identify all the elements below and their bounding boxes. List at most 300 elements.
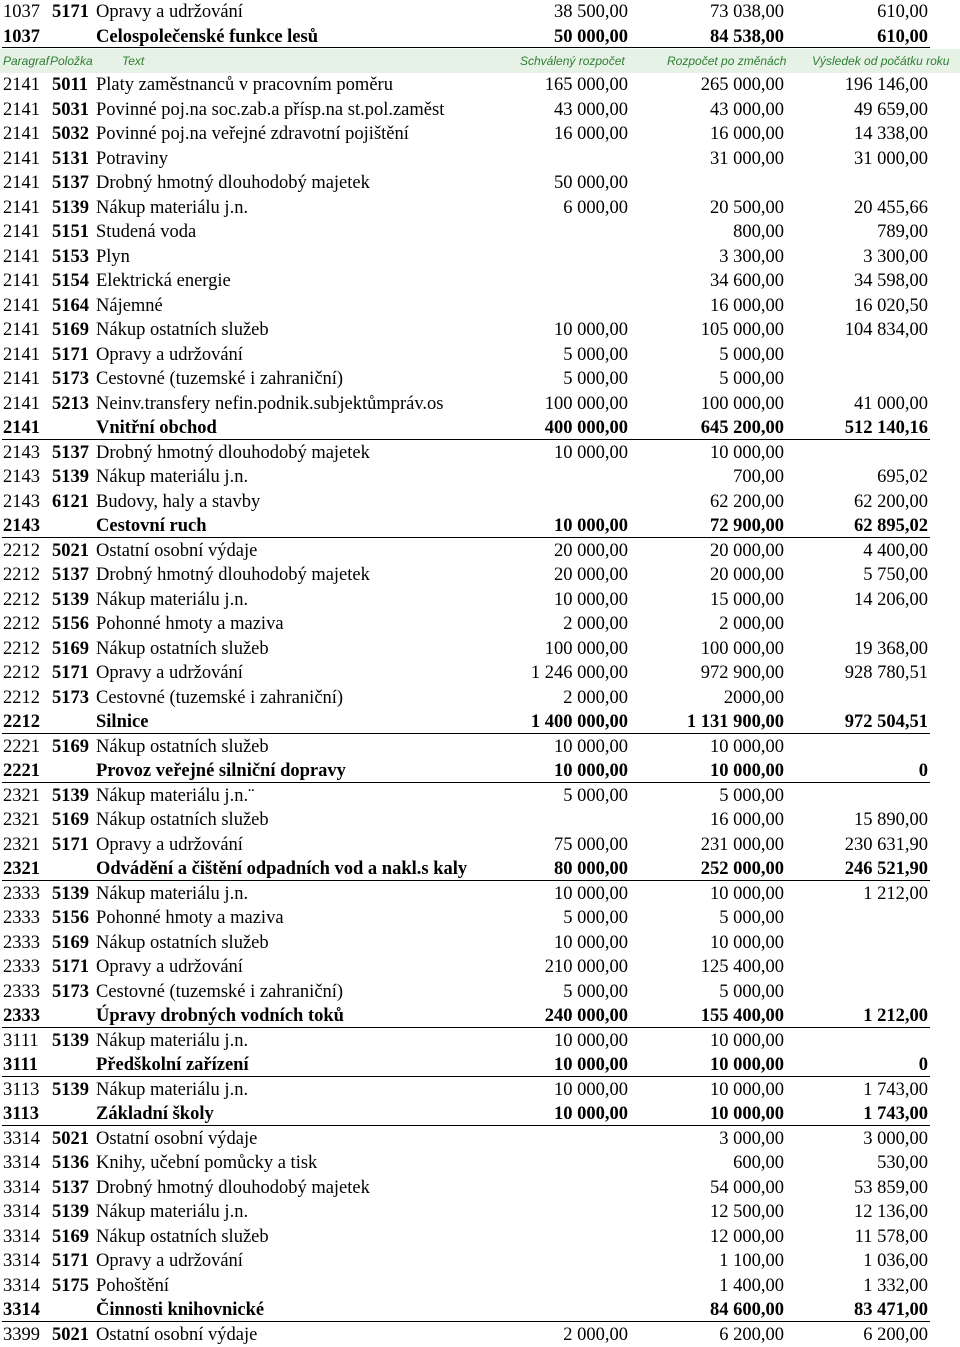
paragraf-cell: 2141 (3, 122, 40, 147)
po-zmenach-cell: 600,00 (733, 1151, 784, 1176)
table-row (0, 367, 960, 392)
paragraf-cell: 2212 (3, 637, 40, 662)
text-cell: Pohoštění (96, 1274, 169, 1299)
paragraf-cell: 2212 (3, 661, 40, 686)
vysledek-cell: 610,00 (877, 0, 928, 25)
po-zmenach-cell: 10 000,00 (710, 759, 784, 784)
vysledek-cell: 196 146,00 (845, 73, 928, 98)
schvaleny-cell: 210 000,00 (545, 955, 628, 980)
paragraf-cell: 2321 (3, 833, 40, 858)
paragraf-cell: 2221 (3, 759, 40, 784)
table-row-total (0, 25, 960, 50)
paragraf-cell: 3314 (3, 1200, 40, 1225)
schvaleny-cell: 10 000,00 (554, 588, 628, 613)
text-cell: Drobný hmotný dlouhodobý majetek (96, 441, 370, 466)
table-row (0, 0, 960, 25)
text-cell: Opravy a udržování (96, 343, 243, 368)
po-zmenach-cell: 62 200,00 (710, 490, 784, 515)
text-cell: Nákup materiálu j.n. (96, 1078, 248, 1103)
table-row (0, 833, 960, 858)
polozka-cell: 5171 (52, 955, 89, 980)
vysledek-cell: 104 834,00 (845, 318, 928, 343)
paragraf-cell: 2141 (3, 98, 40, 123)
table-row (0, 1029, 960, 1054)
text-cell: Opravy a udržování (96, 661, 243, 686)
polozka-cell: 5137 (52, 563, 89, 588)
vysledek-cell: 4 400,00 (863, 539, 928, 564)
table-row (0, 563, 960, 588)
paragraf-cell: 2333 (3, 906, 40, 931)
vysledek-cell: 83 471,00 (854, 1298, 928, 1323)
vysledek-cell: 230 631,90 (845, 833, 928, 858)
paragraf-cell: 2143 (3, 490, 40, 515)
schvaleny-cell: 100 000,00 (545, 392, 628, 417)
table-row-total (0, 1053, 960, 1078)
po-zmenach-cell: 12 000,00 (710, 1225, 784, 1250)
paragraf-cell: 2141 (3, 245, 40, 270)
text-cell: Ostatní osobní výdaje (96, 1127, 257, 1152)
table-row (0, 171, 960, 196)
po-zmenach-cell: 84 600,00 (710, 1298, 784, 1323)
vysledek-cell: 789,00 (877, 220, 928, 245)
text-cell: Úpravy drobných vodních toků (96, 1004, 344, 1029)
paragraf-cell: 3314 (3, 1274, 40, 1299)
polozka-cell: 5131 (52, 147, 89, 172)
text-cell: Cestovní ruch (96, 514, 207, 539)
text-cell: Nákup ostatních služeb (96, 637, 269, 662)
polozka-cell: 5173 (52, 980, 89, 1005)
paragraf-cell: 2212 (3, 588, 40, 613)
po-zmenach-cell: 10 000,00 (710, 1029, 784, 1054)
polozka-cell: 5173 (52, 367, 89, 392)
polozka-cell: 5136 (52, 1151, 89, 1176)
table-row-total (0, 416, 960, 441)
table-row (0, 1151, 960, 1176)
schvaleny-cell: 10 000,00 (554, 735, 628, 760)
schvaleny-cell: 80 000,00 (554, 857, 628, 882)
paragraf-cell: 1037 (3, 25, 40, 50)
vysledek-cell: 15 890,00 (854, 808, 928, 833)
header-paragraf: Paragraf (3, 49, 49, 73)
table-row (0, 588, 960, 613)
schvaleny-cell: 5 000,00 (563, 980, 628, 1005)
text-cell: Elektrická energie (96, 269, 231, 294)
table-row (0, 1127, 960, 1152)
paragraf-cell: 1037 (3, 0, 40, 25)
paragraf-cell: 2212 (3, 686, 40, 711)
schvaleny-cell: 10 000,00 (554, 882, 628, 907)
text-cell: Drobný hmotný dlouhodobý majetek (96, 563, 370, 588)
vysledek-cell: 41 000,00 (854, 392, 928, 417)
paragraf-cell: 3113 (3, 1102, 39, 1127)
paragraf-cell: 3314 (3, 1127, 40, 1152)
schvaleny-cell: 10 000,00 (554, 514, 628, 539)
text-cell: Silnice (96, 710, 148, 735)
text-cell: Cestovné (tuzemské i zahraniční) (96, 980, 343, 1005)
paragraf-cell: 2141 (3, 294, 40, 319)
text-cell: Cestovné (tuzemské i zahraniční) (96, 686, 343, 711)
vysledek-cell: 20 455,66 (854, 196, 928, 221)
polozka-cell: 5153 (52, 245, 89, 270)
po-zmenach-cell: 15 000,00 (710, 588, 784, 613)
po-zmenach-cell: 252 000,00 (701, 857, 784, 882)
po-zmenach-cell: 84 538,00 (710, 25, 784, 50)
table-row (0, 931, 960, 956)
vysledek-cell: 16 020,50 (854, 294, 928, 319)
po-zmenach-cell: 265 000,00 (701, 73, 784, 98)
paragraf-cell: 2141 (3, 196, 40, 221)
polozka-cell: 5021 (52, 1323, 89, 1347)
vysledek-cell: 31 000,00 (854, 147, 928, 172)
table-row (0, 882, 960, 907)
polozka-cell: 5169 (52, 735, 89, 760)
vysledek-cell: 0 (919, 759, 928, 784)
po-zmenach-cell: 3 300,00 (719, 245, 784, 270)
vysledek-cell: 19 368,00 (854, 637, 928, 662)
po-zmenach-cell: 10 000,00 (710, 1078, 784, 1103)
table-row (0, 98, 960, 123)
paragraf-cell: 3314 (3, 1225, 40, 1250)
vysledek-cell: 3 300,00 (863, 245, 928, 270)
polozka-cell: 5169 (52, 808, 89, 833)
schvaleny-cell: 100 000,00 (545, 637, 628, 662)
text-cell: Pohonné hmoty a maziva (96, 612, 284, 637)
po-zmenach-cell: 43 000,00 (710, 98, 784, 123)
schvaleny-cell: 5 000,00 (563, 784, 628, 809)
paragraf-cell: 3113 (3, 1078, 39, 1103)
vysledek-cell: 14 338,00 (854, 122, 928, 147)
schvaleny-cell: 10 000,00 (554, 1053, 628, 1078)
text-cell: Ostatní osobní výdaje (96, 1323, 257, 1347)
po-zmenach-cell: 31 000,00 (710, 147, 784, 172)
po-zmenach-cell: 5 000,00 (719, 784, 784, 809)
polozka-cell: 5137 (52, 441, 89, 466)
table-row (0, 1176, 960, 1201)
vysledek-cell: 62 895,02 (854, 514, 928, 539)
paragraf-cell: 2141 (3, 343, 40, 368)
paragraf-cell: 2141 (3, 171, 40, 196)
po-zmenach-cell: 54 000,00 (710, 1176, 784, 1201)
table-row (0, 784, 960, 809)
table-row-total (0, 759, 960, 784)
header-polozka: Položka (50, 49, 93, 73)
paragraf-cell: 3314 (3, 1176, 40, 1201)
schvaleny-cell: 50 000,00 (554, 171, 628, 196)
text-cell: Provoz veřejné silniční dopravy (96, 759, 346, 784)
table-row-total (0, 1102, 960, 1127)
paragraf-cell: 2221 (3, 735, 40, 760)
text-cell: Povinné poj.na soc.zab.a přísp.na st.pol.zaměst (96, 98, 444, 123)
paragraf-cell: 2141 (3, 416, 40, 441)
po-zmenach-cell: 3 000,00 (719, 1127, 784, 1152)
po-zmenach-cell: 100 000,00 (701, 392, 784, 417)
text-cell: Nákup materiálu j.n. (96, 1200, 248, 1225)
polozka-cell: 5171 (52, 343, 89, 368)
table-row (0, 441, 960, 466)
header-text: Text (122, 49, 144, 73)
polozka-cell: 5011 (52, 73, 88, 98)
polozka-cell: 5032 (52, 122, 89, 147)
text-cell: Neinv.transfery nefin.podnik.subjektůmpráv.os (96, 392, 443, 417)
table-row (0, 73, 960, 98)
paragraf-cell: 2333 (3, 931, 40, 956)
table-row (0, 1225, 960, 1250)
po-zmenach-cell: 700,00 (733, 465, 784, 490)
po-zmenach-cell: 5 000,00 (719, 343, 784, 368)
table-row (0, 686, 960, 711)
text-cell: Platy zaměstnanců v pracovním poměru (96, 73, 393, 98)
paragraf-cell: 3111 (3, 1053, 38, 1078)
table-row (0, 1200, 960, 1225)
po-zmenach-cell: 2 000,00 (719, 612, 784, 637)
polozka-cell: 5137 (52, 171, 89, 196)
table-row (0, 147, 960, 172)
schvaleny-cell: 10 000,00 (554, 318, 628, 343)
text-cell: Základní školy (96, 1102, 214, 1127)
table-row (0, 269, 960, 294)
text-cell: Ostatní osobní výdaje (96, 539, 257, 564)
table-row (0, 1078, 960, 1103)
text-cell: Opravy a udržování (96, 0, 243, 25)
table-row (0, 637, 960, 662)
po-zmenach-cell: 16 000,00 (710, 294, 784, 319)
schvaleny-cell: 10 000,00 (554, 931, 628, 956)
text-cell: Činnosti knihovnické (96, 1298, 264, 1323)
vysledek-cell: 530,00 (877, 1151, 928, 1176)
text-cell: Nákup ostatních služeb (96, 931, 269, 956)
table-row (0, 196, 960, 221)
polozka-cell: 5139 (52, 882, 89, 907)
polozka-cell: 5169 (52, 318, 89, 343)
paragraf-cell: 2141 (3, 220, 40, 245)
header-po-zmenach: Rozpočet po změnách (667, 49, 786, 73)
schvaleny-cell: 20 000,00 (554, 563, 628, 588)
vysledek-cell: 11 578,00 (855, 1225, 928, 1250)
polozka-cell: 5021 (52, 1127, 89, 1152)
schvaleny-cell: 2 000,00 (563, 1323, 628, 1347)
paragraf-cell: 2143 (3, 441, 40, 466)
polozka-cell: 5139 (52, 784, 89, 809)
schvaleny-cell: 10 000,00 (554, 1078, 628, 1103)
polozka-cell: 5139 (52, 1200, 89, 1225)
schvaleny-cell: 2 000,00 (563, 686, 628, 711)
po-zmenach-cell: 10 000,00 (710, 735, 784, 760)
text-cell: Knihy, učební pomůcky a tisk (96, 1151, 317, 1176)
table-row (0, 490, 960, 515)
po-zmenach-cell: 645 200,00 (701, 416, 784, 441)
paragraf-cell: 2141 (3, 147, 40, 172)
text-cell: Odvádění a čištění odpadních vod a nakl.s kaly (96, 857, 467, 882)
paragraf-cell: 2333 (3, 882, 40, 907)
table-row (0, 392, 960, 417)
vysledek-cell: 12 136,00 (854, 1200, 928, 1225)
po-zmenach-cell: 100 000,00 (701, 637, 784, 662)
schvaleny-cell: 16 000,00 (554, 122, 628, 147)
po-zmenach-cell: 5 000,00 (719, 980, 784, 1005)
po-zmenach-cell: 72 900,00 (710, 514, 784, 539)
schvaleny-cell: 50 000,00 (554, 25, 628, 50)
polozka-cell: 5171 (52, 661, 89, 686)
paragraf-cell: 2141 (3, 318, 40, 343)
po-zmenach-cell: 1 400,00 (719, 1274, 784, 1299)
polozka-cell: 5171 (52, 1249, 89, 1274)
po-zmenach-cell: 231 000,00 (701, 833, 784, 858)
text-cell: Nákup materiálu j.n. (96, 588, 248, 613)
text-cell: Opravy a udržování (96, 955, 243, 980)
schvaleny-cell: 38 500,00 (554, 0, 628, 25)
po-zmenach-cell: 20 500,00 (710, 196, 784, 221)
text-cell: Nákup materiálu j.n. (96, 882, 248, 907)
table-row-total (0, 1298, 960, 1323)
table-row (0, 955, 960, 980)
polozka-cell: 5175 (52, 1274, 89, 1299)
vysledek-cell: 62 200,00 (854, 490, 928, 515)
column-header (0, 49, 960, 73)
table-row (0, 294, 960, 319)
po-zmenach-cell: 73 038,00 (710, 0, 784, 25)
vysledek-cell: 1 743,00 (863, 1102, 928, 1127)
po-zmenach-cell: 10 000,00 (710, 1102, 784, 1127)
po-zmenach-cell: 1 100,00 (719, 1249, 784, 1274)
table-row-total (0, 514, 960, 539)
paragraf-cell: 2321 (3, 808, 40, 833)
text-cell: Nákup ostatních služeb (96, 735, 269, 760)
vysledek-cell: 49 659,00 (854, 98, 928, 123)
polozka-cell: 5169 (52, 1225, 89, 1250)
text-cell: Nákup materiálu j.n. (96, 1029, 248, 1054)
text-cell: Povinné poj.na veřejné zdravotní pojištění (96, 122, 409, 147)
table-row (0, 245, 960, 270)
paragraf-cell: 2333 (3, 980, 40, 1005)
text-cell: Vnitřní obchod (96, 416, 217, 441)
po-zmenach-cell: 155 400,00 (701, 1004, 784, 1029)
polozka-cell: 5169 (52, 637, 89, 662)
vysledek-cell: 53 859,00 (854, 1176, 928, 1201)
po-zmenach-cell: 5 000,00 (719, 906, 784, 931)
table-row (0, 735, 960, 760)
table-row (0, 122, 960, 147)
vysledek-cell: 1 036,00 (863, 1249, 928, 1274)
text-cell: Potraviny (96, 147, 168, 172)
polozka-cell: 5021 (52, 539, 89, 564)
po-zmenach-cell: 10 000,00 (710, 931, 784, 956)
text-cell: Celospolečenské funkce lesů (96, 25, 318, 50)
paragraf-cell: 2212 (3, 539, 40, 564)
schvaleny-cell: 5 000,00 (563, 906, 628, 931)
top-rows (0, 0, 960, 49)
text-cell: Plyn (96, 245, 130, 270)
paragraf-cell: 2212 (3, 612, 40, 637)
vysledek-cell: 3 000,00 (863, 1127, 928, 1152)
text-cell: Cestovné (tuzemské i zahraniční) (96, 367, 343, 392)
text-cell: Nákup materiálu j.n. (96, 465, 248, 490)
paragraf-cell: 2321 (3, 857, 40, 882)
schvaleny-cell: 5 000,00 (563, 367, 628, 392)
table-row (0, 808, 960, 833)
table-row (0, 318, 960, 343)
table-row (0, 1249, 960, 1274)
table-row (0, 1323, 960, 1347)
schvaleny-cell: 1 246 000,00 (531, 661, 628, 686)
po-zmenach-cell: 800,00 (733, 220, 784, 245)
vysledek-cell: 1 212,00 (863, 882, 928, 907)
polozka-cell: 5139 (52, 465, 89, 490)
po-zmenach-cell: 105 000,00 (701, 318, 784, 343)
text-cell: Drobný hmotný dlouhodobý majetek (96, 171, 370, 196)
polozka-cell: 5171 (52, 0, 89, 25)
text-cell: Nákup ostatních služeb (96, 808, 269, 833)
polozka-cell: 5031 (52, 98, 89, 123)
po-zmenach-cell: 20 000,00 (710, 539, 784, 564)
po-zmenach-cell: 5 000,00 (719, 367, 784, 392)
po-zmenach-cell: 20 000,00 (710, 563, 784, 588)
paragraf-cell: 2141 (3, 73, 40, 98)
header-schvaleny: Schválený rozpočet (520, 49, 625, 73)
polozka-cell: 5156 (52, 906, 89, 931)
polozka-cell: 5137 (52, 1176, 89, 1201)
polozka-cell: 5151 (52, 220, 89, 245)
po-zmenach-cell: 2000,00 (724, 686, 784, 711)
schvaleny-cell: 75 000,00 (554, 833, 628, 858)
table-row (0, 980, 960, 1005)
text-cell: Budovy, haly a stavby (96, 490, 260, 515)
vysledek-cell: 1 212,00 (863, 1004, 928, 1029)
schvaleny-cell: 240 000,00 (545, 1004, 628, 1029)
vysledek-cell: 0 (919, 1053, 928, 1078)
schvaleny-cell: 10 000,00 (554, 1029, 628, 1054)
schvaleny-cell: 165 000,00 (545, 73, 628, 98)
vysledek-cell: 14 206,00 (854, 588, 928, 613)
po-zmenach-cell: 12 500,00 (710, 1200, 784, 1225)
po-zmenach-cell: 10 000,00 (710, 441, 784, 466)
schvaleny-cell: 1 400 000,00 (531, 710, 628, 735)
polozka-cell: 5169 (52, 931, 89, 956)
vysledek-cell: 610,00 (877, 25, 928, 50)
paragraf-cell: 3314 (3, 1298, 40, 1323)
polozka-cell: 5164 (52, 294, 89, 319)
vysledek-cell: 695,02 (877, 465, 928, 490)
schvaleny-cell: 43 000,00 (554, 98, 628, 123)
polozka-cell: 5139 (52, 1078, 89, 1103)
po-zmenach-cell: 16 000,00 (710, 122, 784, 147)
schvaleny-cell: 400 000,00 (545, 416, 628, 441)
table-row-total (0, 1004, 960, 1029)
polozka-cell: 5154 (52, 269, 89, 294)
polozka-cell: 5139 (52, 588, 89, 613)
schvaleny-cell: 10 000,00 (554, 1102, 628, 1127)
table-row-total (0, 710, 960, 735)
vysledek-cell: 5 750,00 (863, 563, 928, 588)
paragraf-cell: 2141 (3, 392, 40, 417)
text-cell: Nákup ostatních služeb (96, 1225, 269, 1250)
schvaleny-cell: 2 000,00 (563, 612, 628, 637)
schvaleny-cell: 6 000,00 (563, 196, 628, 221)
header-vysledek: Výsledek od počátku roku (812, 49, 949, 73)
po-zmenach-cell: 10 000,00 (710, 1053, 784, 1078)
paragraf-cell: 2143 (3, 465, 40, 490)
schvaleny-cell: 5 000,00 (563, 343, 628, 368)
schvaleny-cell: 20 000,00 (554, 539, 628, 564)
paragraf-cell: 2212 (3, 563, 40, 588)
text-cell: Nákup materiálu j.n. (96, 196, 248, 221)
paragraf-cell: 2141 (3, 269, 40, 294)
vysledek-cell: 34 598,00 (854, 269, 928, 294)
text-cell: Opravy a udržování (96, 1249, 243, 1274)
paragraf-cell: 2321 (3, 784, 40, 809)
text-cell: Nájemné (96, 294, 163, 319)
vysledek-cell: 1 332,00 (863, 1274, 928, 1299)
table-row (0, 906, 960, 931)
